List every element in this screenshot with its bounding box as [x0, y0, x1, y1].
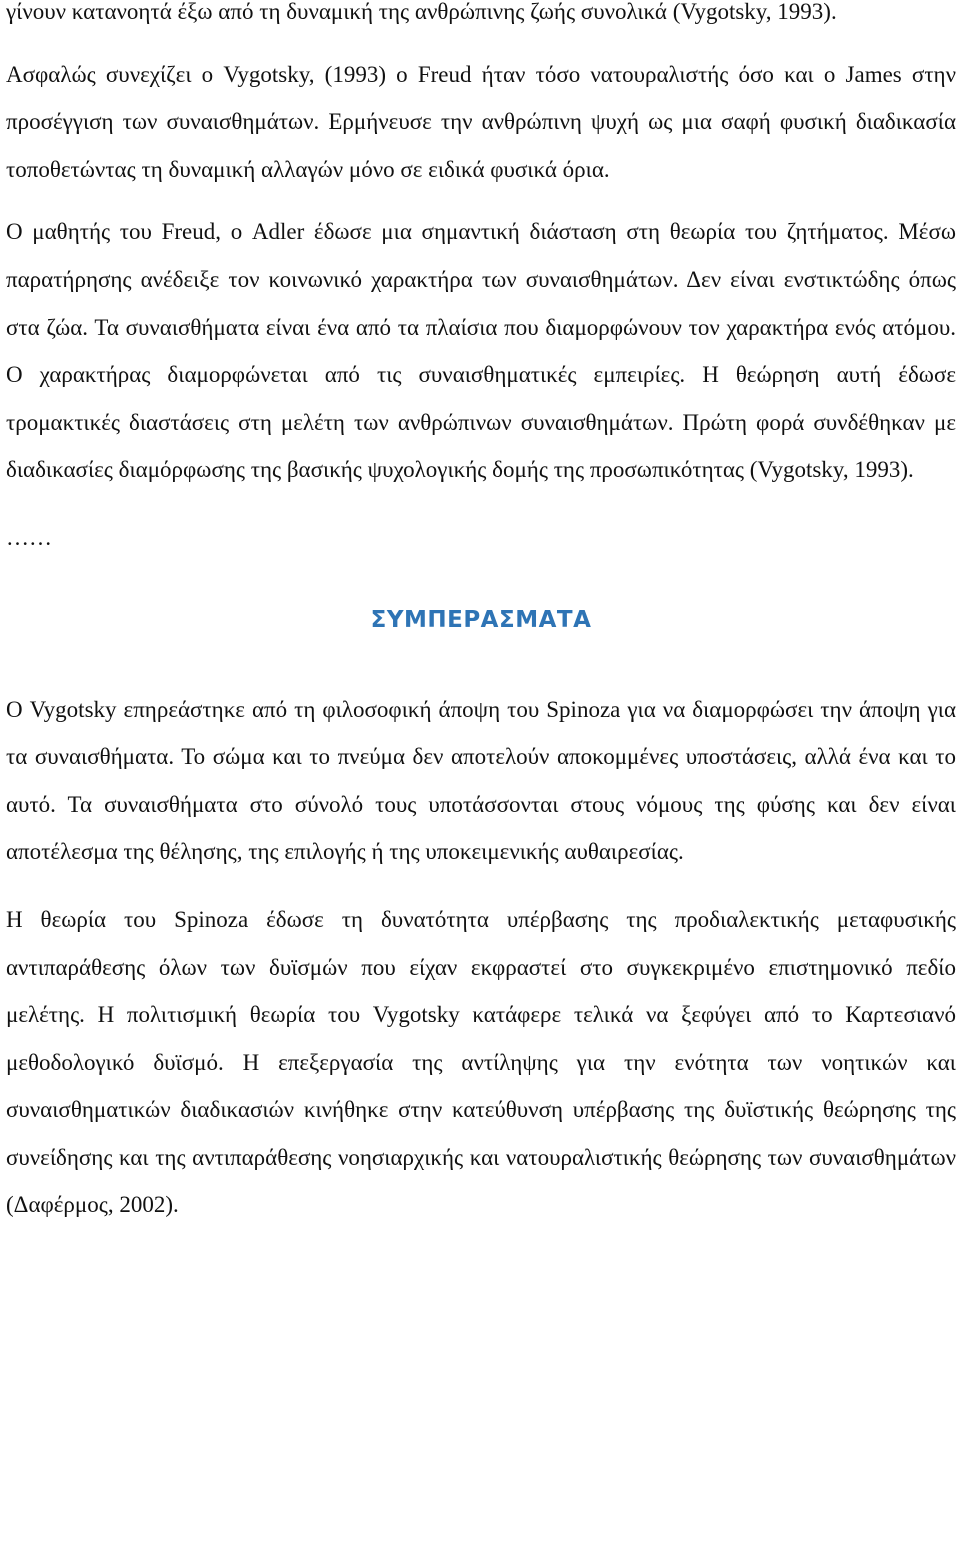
paragraph-freud-naturalist: Ασφαλώς συνεχίζει ο Vygotsky, (1993) ο Freud ήταν τόσο νατουραλιστής όσο και ο James στην προσέγγιση των συναισθημάτων. Ερμήνευσε την ανθρώπινη ψυχή ως μια σαφή φυσική διαδικασία τοποθετώντας τη δυναμική αλλαγών μόνο σε ειδικά φυσικά όρια. [6, 61, 956, 182]
paragraph-adler: Ο μαθητής του Freud, ο Adler έδωσε μια σημαντική διάσταση στη θεωρία του ζητήματος. Μέσω παρατήρησης ανέδειξε τον κοινωνικό χαρακτήρα των συναισθημάτων. Δεν είναι ενστικτώδης όπως στα ζώα. Τα συναισθήματα είναι ένα από τα πλαίσια που διαμορφώνουν τον χαρακτήρα ενός ατόμου. Ο χαρακτήρας διαμορφώνεται από τις συναισθηματικές εμπειρίες. Η θεώρηση αυτή έδωσε τρομακτικές διαστάσεις στη μελέτη των ανθρώπινων συναισθημάτων. Πρώτη φορά συνδέθηκαν με διαδικασίες διαμόρφωσης της βασικής ψυχολογικής δομής της προσωπικότητας (Vygotsky, 1993). [6, 219, 956, 483]
section-heading-conclusions: ΣΥΜΠΕΡΑΣΜΑΤΑ [370, 606, 592, 633]
paragraph-vygotsky-1993-end: γίνουν κατανοητά έξω από τη δυναμική της ανθρώπινης ζωής συνολικά (Vygotsky, 1993). [6, 0, 837, 24]
paragraph-spinoza-theory: Η θεωρία του Spinoza έδωσε τη δυνατότητα υπέρβασης της προδιαλεκτικής μεταφυσικής αντιπαράθεσης όλων των δυϊσμών που είχαν εκφραστεί στο συγκεκριμένο επιστημονικό πεδίο μελέτης. Η πολιτισμική θεωρία του Vygotsky κατάφερε τελικά να ξεφύγει από το Καρτεσιανό μεθοδολογικό δυϊσμό. Η επεξεργασία της αντίληψης για την ενότητα των νοητικών και συναισθηματικών διαδικασιών κινήθηκε στην κατεύθυνση υπέρβασης της δυϊστικής θεώρησης της συνείδησης και της αντιπαράθεσης νοησιαρχικής και νατουραλιστικής θεώρησης των συναισθημάτων (Δαφέρμος, 2002). [6, 906, 956, 1218]
document-page [6, 0, 956, 1229]
paragraph-spinoza-influence: Ο Vygotsky επηρεάστηκε από τη φιλοσοφική άποψη του Spinoza για να διαμορφώσει την άποψη για τα συναισθήματα. Το σώμα και το πνεύμα δεν αποτελούν αποκομμένες υποστάσεις, αλλά ένα και το αυτό. Τα συναισθήματα στο σύνολό τους υποτάσσονται στους νόμους της φύσης και δεν είναι αποτέλεσμα της θέλησης, της επιλογής ή της υποκειμενικής αυθαιρεσίας. [6, 696, 956, 865]
omission-ellipsis: …… [6, 524, 52, 550]
